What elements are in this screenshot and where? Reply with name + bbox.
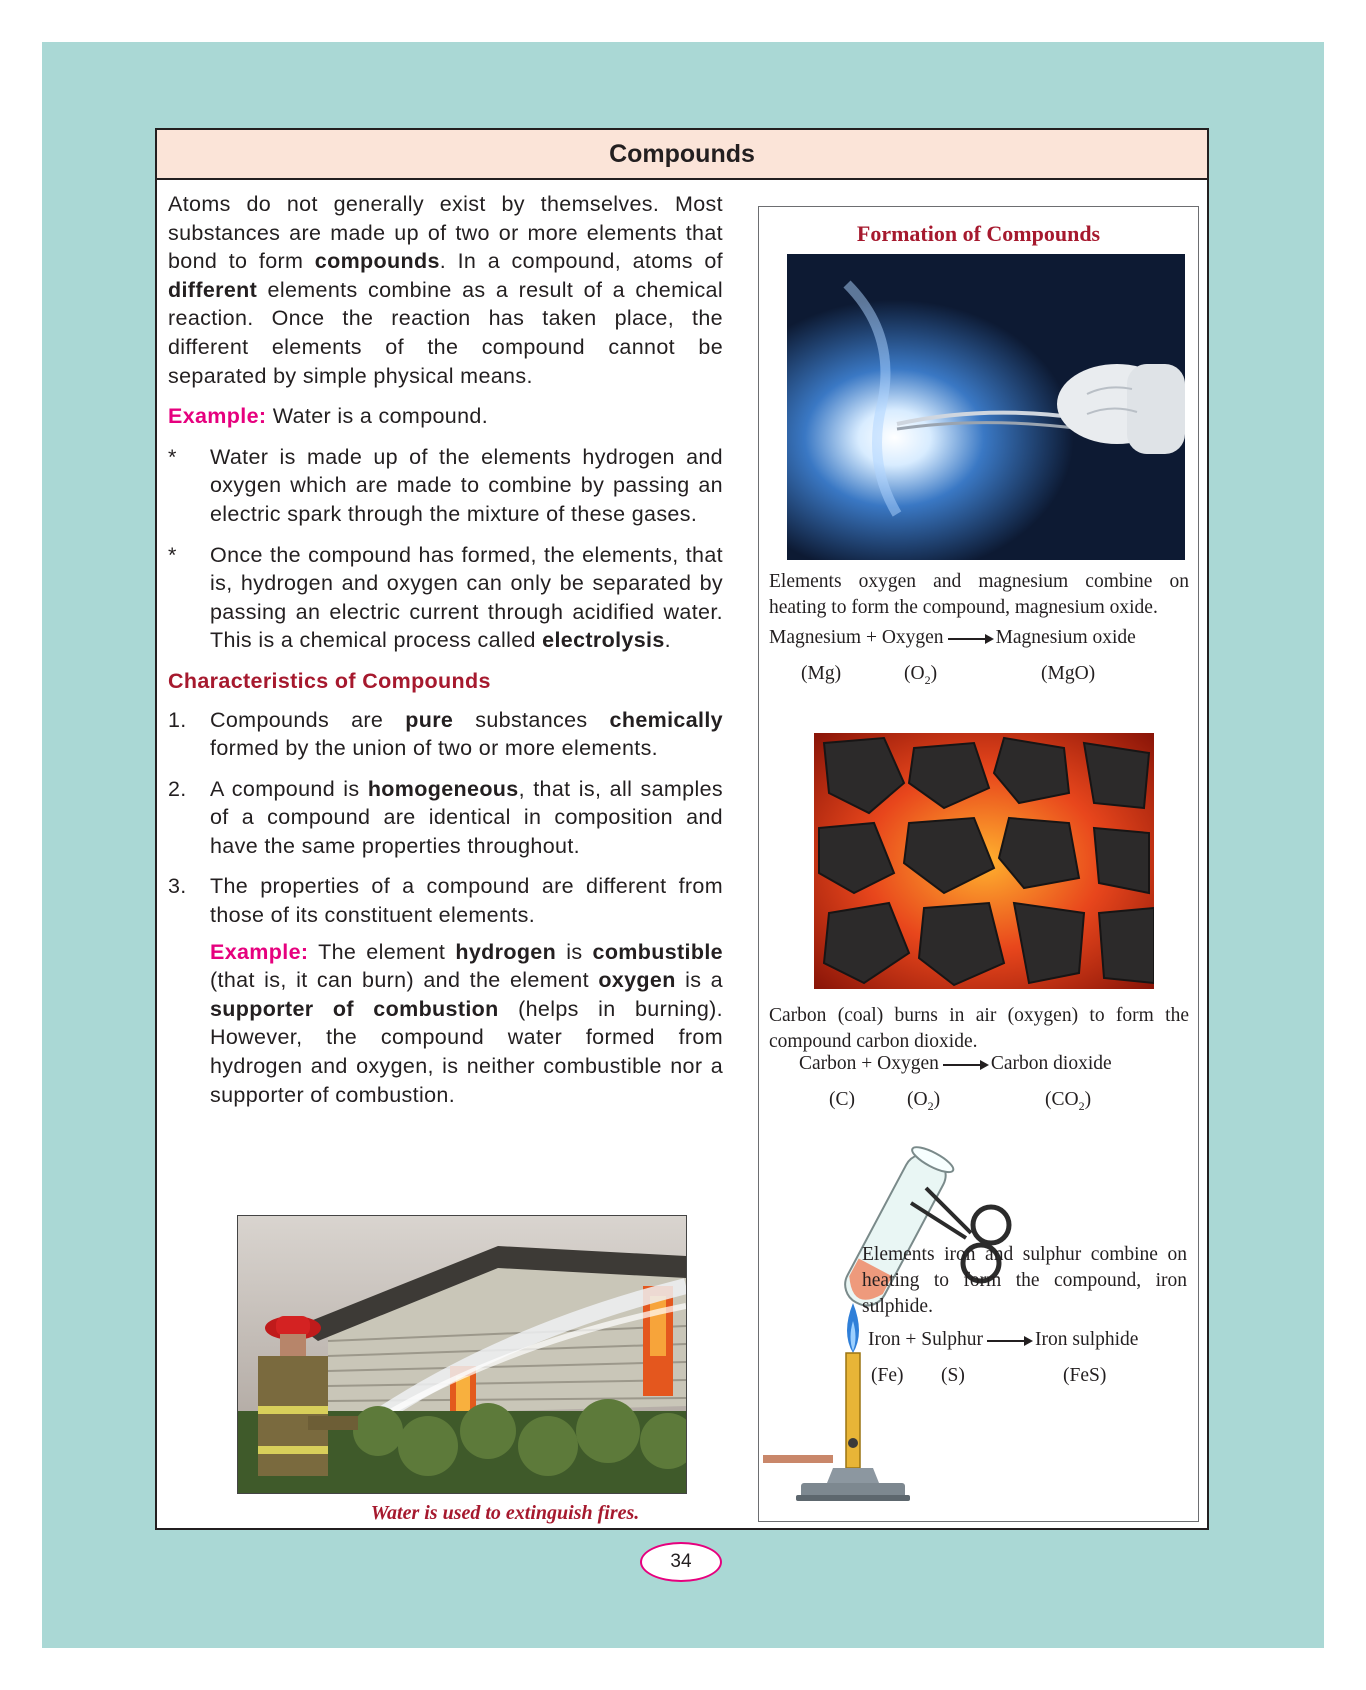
numbered-item: 1. Compounds are pure substances chemically formed by the union of two or more elements. [168, 707, 723, 761]
example-hydrogen: Example: The element hydrogen is combustible (that is, it can burn) and the element oxygen is a supporter of combustion (helps in burning). However, the compound water formed from hydrogen and oxygen, is neither combustible nor a supporter of combustion. [210, 939, 723, 1107]
example-water: Example: Water is a compound. [168, 404, 489, 429]
carbon-equation: Carbon + Oxygen Carbon dioxide [799, 1053, 1112, 1074]
page-title: Compounds [157, 130, 1207, 180]
coal-embers-illustration [814, 733, 1154, 989]
iron-caption: Elements iron and sulphur combine on heating to form the compound, iron sulphide. [862, 1244, 1187, 1317]
iron-equation: Iron + Sulphur Iron sulphide [868, 1329, 1139, 1350]
magnesium-symbol-o2: $(O_2)$ [904, 663, 938, 687]
carbon-symbol-c: (C) [829, 1089, 855, 1110]
reaction-arrow-icon [943, 1064, 987, 1066]
magnesium-symbol-mg: (Mg) [801, 663, 842, 684]
bullet-item: * Once the compound has formed, the elements, that is, hydrogen and oxygen can only be separated by passing an electric current through acidified water. This is a chemical process called electrolysis. [168, 542, 723, 653]
page-number: 34 [640, 1542, 722, 1582]
coal-burning-photo [814, 733, 1154, 989]
sidebar-title: Formation of Compounds [856, 221, 1101, 246]
bunsen-burner-test-tube-illustration [761, 1143, 1031, 1513]
magnesium-equation: Magnesium + Oxygen Magnesium oxide [769, 627, 1136, 648]
fire-photo-caption: Water is used to extinguish fires. [370, 1502, 640, 1524]
bullet-item: * Water is made up of the elements hydrogen and oxygen which are made to combine by passing an electric spark through the mixture of these gases. [168, 444, 723, 526]
firefighter-illustration [238, 1216, 686, 1493]
numbered-item: 3. The properties of a compound are different from those of its constituent elements. [168, 874, 723, 928]
iron-symbol-fes: (FeS) [1063, 1365, 1107, 1386]
content-frame [155, 128, 1209, 1530]
magnesium-symbol-mgo: (MgO) [1041, 663, 1096, 684]
iron-symbol-s: (S) [941, 1365, 965, 1386]
reaction-arrow-icon [948, 638, 992, 640]
formation-of-compounds-box [758, 206, 1199, 1522]
reaction-arrow-icon [987, 1340, 1031, 1342]
magnesium-caption: Elements oxygen and magnesium combine on heating to form the compound, magnesium oxide. [769, 571, 1189, 618]
firefighter-photo [237, 1215, 687, 1494]
iron-symbol-fe: (Fe) [871, 1365, 904, 1386]
carbon-symbol-co2: $(CO_2)$ [1045, 1089, 1092, 1113]
main-text-column [168, 190, 723, 1121]
magnesium-burning-photo [787, 254, 1185, 560]
magnesium-flame-illustration [787, 254, 1185, 560]
intro-paragraph: Atoms do not generally exist by themselves. Most substances are made up of two or more elements that bond to form compounds. In a compound, atoms of different elements combine as a result of a chemical reaction. Once the reaction has taken place, the different elements of the compound cannot be separated by simple physical means. [168, 192, 723, 388]
carbon-caption: Carbon (coal) burns in air (oxygen) to form the compound carbon dioxide. [769, 1005, 1189, 1052]
carbon-symbol-o2: $(O_2)$ [907, 1089, 941, 1113]
numbered-item: 2. A compound is homogeneous, that is, all samples of a compound are identical in composition and have the same properties throughout. [168, 776, 723, 858]
section-heading: Characteristics of Compounds [168, 668, 491, 693]
